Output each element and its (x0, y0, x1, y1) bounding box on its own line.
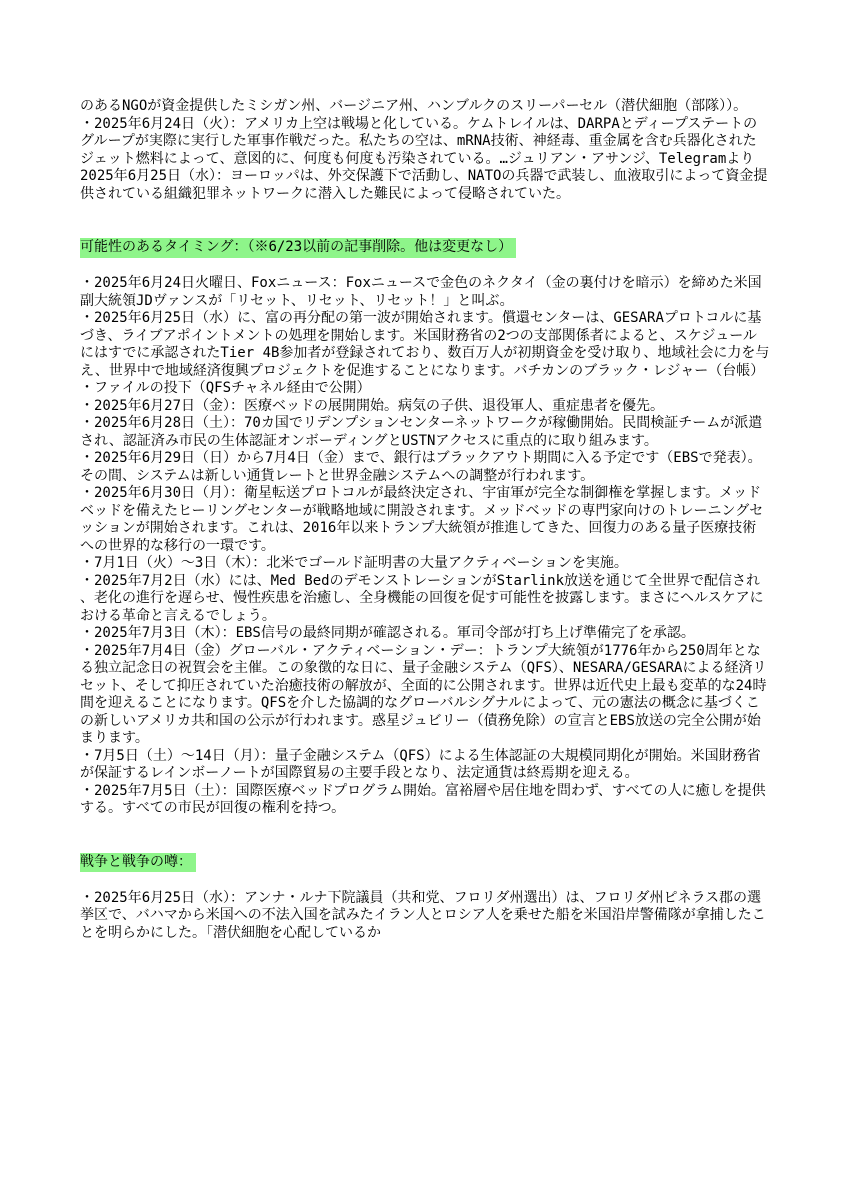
document-page (80, 98, 770, 942)
list-item: ・7月1日（火）～3日（木）：北米でゴールド証明書の大量アクティベーションを実施。 (80, 555, 628, 571)
list-item: ・2025年6月28日（土）：70カ国でリデンプションセンターネットワークが稼働開始。民間検証チームが派遣され、認証済み市民の生体認証オンボーディングとUSTNアクセスに重点的に取り組みます。 (80, 415, 763, 449)
section-heading-timing-wrap (80, 238, 770, 258)
list-item: ・2025年6月25日（水）に、富の再分配の第一波が開始されます。償還センターは、GESARAプロトコルに基づき、ライブアポイントメントの処理を開始します。米国財務省の2つの支部関係者によると、スケジュールにはすでに承認されたTier 4B参加者が登録されており、数百万人が初期資金を受け取り、地域社会に力を与え、世界中で地域経済復興プロジェクトを促進することになります。バチカンのブラック・レジャー（台帳）・ファイルの投下（QFSチャネル経由で公開） (80, 310, 770, 396)
intro-paragraph: のあるNGOが資金提供したミシガン州、バージニア州、ハンブルクのスリーパーセル（潜伏細胞（部隊））。 (80, 98, 748, 114)
list-item: ・2025年7月3日（木）：EBS信号の最終同期が確認される。軍司令部が打ち上げ準備完了を承認。 (80, 625, 695, 641)
list-item: ・7月5日（土）～14日（月）：量子金融システム（QFS）による生体認証の大規模同期化が開始。米国財務省が保証するレインボーノートが国際貿易の主要手段となり、法定通貨は終焉期を迎える。 (80, 747, 761, 781)
list-item: ・2025年6月29日（日）から7月4日（金）まで、銀行はブラックアウト期間に入る予定です（EBSで発表）。その間、システムは新しい通貨レートと世界金融システムへの調整が行われます。 (80, 450, 762, 484)
section-heading-war-wrap (80, 853, 770, 873)
list-item: ・2025年7月4日（金）グローバル・アクティベーション・デー：トランプ大統領が1776年から250周年となる独立記念日の祝賀会を主催。この象徴的な日に、量子金融システム（QFS）、NESARA/GESARAによる経済リセット、そして抑圧されていた治癒技術の解放が、全面的に公開されます。世界は近代史上最も変革的な24時間を迎えることになります。QFSを介した協調的なグローバルシグナルによって、元の憲法の概念に基づくこの新しいアメリカ共和国の公示が行われます。惑星ジュビリー（債務免除）の宣言とEBS放送の完全公開が始まります。 (80, 642, 767, 746)
intro-section (80, 98, 770, 203)
timing-list (80, 275, 770, 818)
war-list (80, 890, 770, 943)
intro-paragraph: 2025年6月25日（水）：ヨーロッパは、外交保護下で活動し、NATOの兵器で武装し、血液取引によって資金提供されている組織犯罪ネットワークに潜入した難民によって侵略されていた。 (80, 168, 768, 202)
intro-paragraph: ・2025年6月24日（火）：アメリカ上空は戦場と化している。ケムトレイルは、DARPAとディープステートのグループが実際に実行した軍事作戦だった。私たちの空は、mRNA技術、神経毒、重金属を含む兵器化されたジェット燃料によって、意図的に、何度も何度も汚染されている。…ジュリアン・アサンジ、Telegramより (80, 115, 758, 167)
list-item: ・2025年6月25日（水）：アンナ・ルナ下院議員（共和党、フロリダ州選出）は、フロリダ州ピネラス郡の選挙区で、バハマから米国への不法入国を試みたイラン人とロシア人を乗せた船を米国沿岸警備隊が拿捕したことを明らかにした。「潜伏細胞を心配しているか (80, 889, 766, 941)
list-item: ・2025年6月24日火曜日、Foxニュース：Foxニュースで金色のネクタイ（金の裏付けを暗示）を締めた米国副大統領JDヴァンスが「リセット、リセット、リセット！」と叫ぶ。 (80, 275, 762, 309)
list-item: ・2025年7月2日（水）には、Med BedのデモンストレーションがStarlink放送を通じて全世界で配信され、老化の進行を遅らせ、慢性疾患を治癒し、全身機能の回復を促す可能性を披露します。まさにヘルスケアにおける革命と言えるでしょう。 (80, 572, 764, 624)
section-heading-timing: 可能性のあるタイミング：（※6/23以前の記事削除。他は変更なし） (80, 238, 516, 258)
list-item: ・2025年6月27日（金）：医療ベッドの展開開始。病気の子供、退役軍人、重症患者を優先。 (80, 397, 664, 414)
list-item: ・2025年6月30日（月）：衛星転送プロトコルが最終決定され、宇宙軍が完全な制御権を掌握します。メッドベッドを備えたヒーリングセンターが戦略地域に開設されます。メッドベッドの専門家向けのトレーニングセッションが開始されます。これは、2016年以来トランプ大統領が推進してきた、回復力のある量子医療技術への世界的な移行の一環です。 (80, 485, 764, 554)
section-heading-war: 戦争と戦争の噂： (80, 853, 196, 873)
list-item: ・2025年7月5日（土）：国際医療ベッドプログラム開始。富裕層や居住地を問わず、すべての人に癒しを提供する。すべての市民が回復の権利を持つ。 (80, 782, 766, 816)
